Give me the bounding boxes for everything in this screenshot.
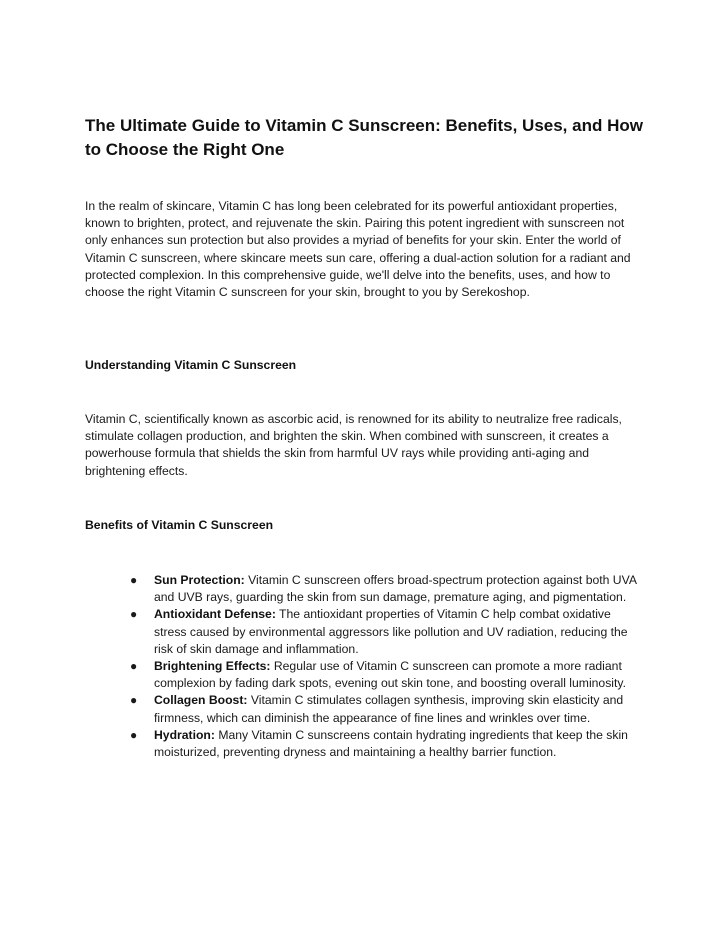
section-heading-benefits: Benefits of Vitamin C Sunscreen	[85, 518, 274, 532]
benefit-text: Regular use of Vitamin C sunscreen can promote a more radiant complexion by fading dark spots, evening out skin tone, and boosting overall luminosity.	[154, 659, 626, 691]
benefits-list	[130, 572, 640, 761]
benefit-text: Vitamin C stimulates collagen synthesis, improving skin elasticity and firmness, which can diminish the appearance of fine lines and wrinkles over time.	[154, 693, 624, 725]
benefit-term: Brightening Effects:	[154, 659, 271, 674]
benefit-term: Antioxidant Defense:	[154, 607, 276, 622]
benefit-term: Hydration:	[154, 727, 215, 742]
list-item	[130, 692, 640, 726]
benefit-text: Many Vitamin C sunscreens contain hydrating ingredients that keep the skin moisturized, preventing dryness and maintaining a healthy barrier function.	[154, 727, 628, 760]
bullet-icon: ●	[130, 659, 138, 674]
list-item	[130, 606, 640, 658]
section-body-understanding: Vitamin C, scientifically known as ascorbic acid, is renowned for its ability to neutralize free radicals, stimulate collagen production, and brighten the skin. When combined with sunscreen, it creates a powerhouse formula that shields the skin from harmful UV rays while providing anti-aging and brightening effects.	[85, 412, 622, 478]
bullet-icon: ●	[130, 693, 138, 708]
bullet-icon: ●	[130, 607, 138, 622]
bullet-icon: ●	[130, 573, 138, 587]
bullet-icon: ●	[130, 727, 138, 742]
benefit-text: The antioxidant properties of Vitamin C help combat oxidative stress caused by environmental aggressors like pollution and UV radiation, reducing the risk of skin damage and inflammation.	[154, 607, 628, 656]
intro-paragraph: In the realm of skincare, Vitamin C has long been celebrated for its powerful antioxidant properties, known to brighten, protect, and rejuvenate the skin. Pairing this potent ingredient with sunscreen not only enhances sun protection but also provides a myriad of benefits for your skin. Enter the world of Vitamin C sunscreen, where skincare meets sun care, offering a dual-action solution for a radiant and protected complexion. In this comprehensive guide, we'll delve into the benefits, uses, and how to choose the right Vitamin C sunscreen for your skin, brought to you by Serekoshop.	[85, 199, 631, 300]
benefit-term: Sun Protection:	[154, 573, 245, 587]
list-item	[130, 727, 640, 761]
benefit-text: Vitamin C sunscreen offers broad-spectrum protection against both UVA and UVB rays, guarding the skin from sun damage, premature aging, and pigmentation.	[154, 573, 637, 605]
list-item	[130, 658, 640, 692]
list-item	[130, 572, 640, 606]
section-heading-understanding: Understanding Vitamin C Sunscreen	[85, 358, 297, 372]
document-title: The Ultimate Guide to Vitamin C Sunscreen: Benefits, Uses, and How to Choose the Right One	[85, 116, 643, 159]
benefit-term: Collagen Boost:	[154, 693, 248, 708]
